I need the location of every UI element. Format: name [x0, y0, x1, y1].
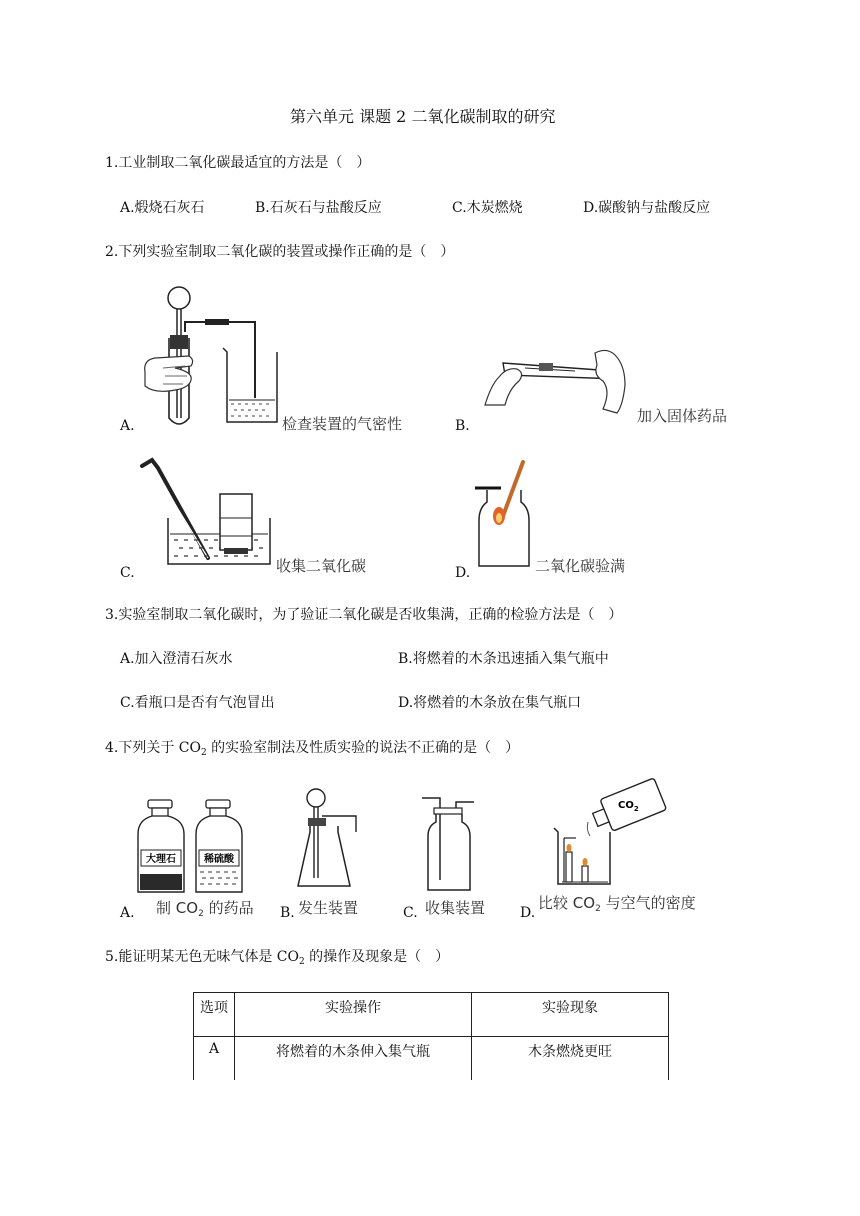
question-4-item-c-letter: C. [403, 905, 418, 921]
question-2-item-c-letter: C. [120, 565, 135, 581]
question-1-stem: 1.工业制取二氧化碳最适宜的方法是（ ） [105, 155, 371, 171]
question-4-stem: 4.下列关于 $CO_2$ 的实验室制法及性质实验的说法不正确的是（ ） [105, 740, 520, 758]
question-5-table [193, 992, 669, 1080]
question-1-option-b: B.石灰石与盐酸反应 [255, 200, 382, 216]
bottle-label-dilute-sulfuric-acid: 稀硫酸 [204, 854, 234, 865]
table-row [194, 1037, 669, 1081]
density-comparison-figure [552, 778, 670, 886]
question-2-item-a-letter: A. [120, 418, 135, 434]
question-2-item-b-letter: B. [455, 418, 470, 434]
add-solid-reagent-figure [485, 345, 635, 415]
question-3-option-a: A.加入澄清石灰水 [120, 651, 233, 667]
question-4-item-b-caption: 发生装置 [298, 899, 359, 917]
question-3-option-b: B.将燃着的木条迅速插入集气瓶中 [398, 651, 609, 667]
question-2-item-a-caption: 检查装置的气密性 [282, 415, 403, 433]
co2-full-test-figure [475, 460, 535, 570]
airtightness-check-figure [135, 280, 285, 432]
question-4-item-a-letter: A. [120, 905, 135, 921]
question-4-item-b-letter: B. [280, 905, 295, 921]
co2-bottle-label: $CO_2$ [618, 800, 639, 813]
page-title: 第六单元 课题 2 二氧化碳制取的研究 [290, 107, 556, 126]
table-header-row [194, 993, 669, 1037]
question-1-option-c: C.木炭燃烧 [452, 200, 523, 216]
question-4-item-a-caption: 制 $CO_2$ 的药品 [156, 899, 254, 919]
table-header-phenomenon: 实验现象 [472, 993, 669, 1037]
bottle-label-marble: 大理石 [146, 854, 176, 865]
question-3-option-c: C.看瓶口是否有气泡冒出 [120, 695, 275, 711]
question-4-item-d-caption: 比较 $CO_2$ 与空气的密度 [538, 894, 696, 914]
question-2-stem: 2.下列实验室制取二氧化碳的装置或操作正确的是（ ） [105, 244, 455, 260]
question-3-option-d: D.将燃着的木条放在集气瓶口 [398, 695, 582, 711]
table-cell-operation: 将燃着的木条伸入集气瓶 [235, 1037, 472, 1081]
question-1-option-d: D.碳酸钠与盐酸反应 [583, 200, 711, 216]
question-2-item-c-caption: 收集二氧化碳 [276, 557, 367, 575]
reagent-bottles-figure [136, 798, 246, 894]
question-2-item-d-letter: D. [455, 565, 471, 581]
question-2-item-d-caption: 二氧化碳验满 [535, 557, 626, 575]
collecting-apparatus-figure [420, 794, 476, 892]
question-2-item-b-caption: 加入固体药品 [637, 407, 728, 425]
table-header-operation: 实验操作 [235, 993, 472, 1037]
question-4-item-d-letter: D. [520, 905, 536, 921]
generator-apparatus-figure [296, 786, 362, 892]
question-3-stem: 3.实验室制取二氧化碳时，为了验证二氧化碳是否收集满，正确的检验方法是（ ） [105, 607, 623, 623]
question-5-stem: 5.能证明某无色无味气体是 $CO_2$ 的操作及现象是（ ） [105, 949, 450, 967]
table-header-option: 选项 [194, 993, 235, 1037]
table-cell-option: A [194, 1037, 235, 1081]
collect-co2-figure [138, 458, 273, 570]
question-1-option-a: A.煅烧石灰石 [120, 200, 205, 216]
question-4-item-c-caption: 收集装置 [425, 899, 486, 917]
table-cell-phenomenon: 木条燃烧更旺 [472, 1037, 669, 1081]
